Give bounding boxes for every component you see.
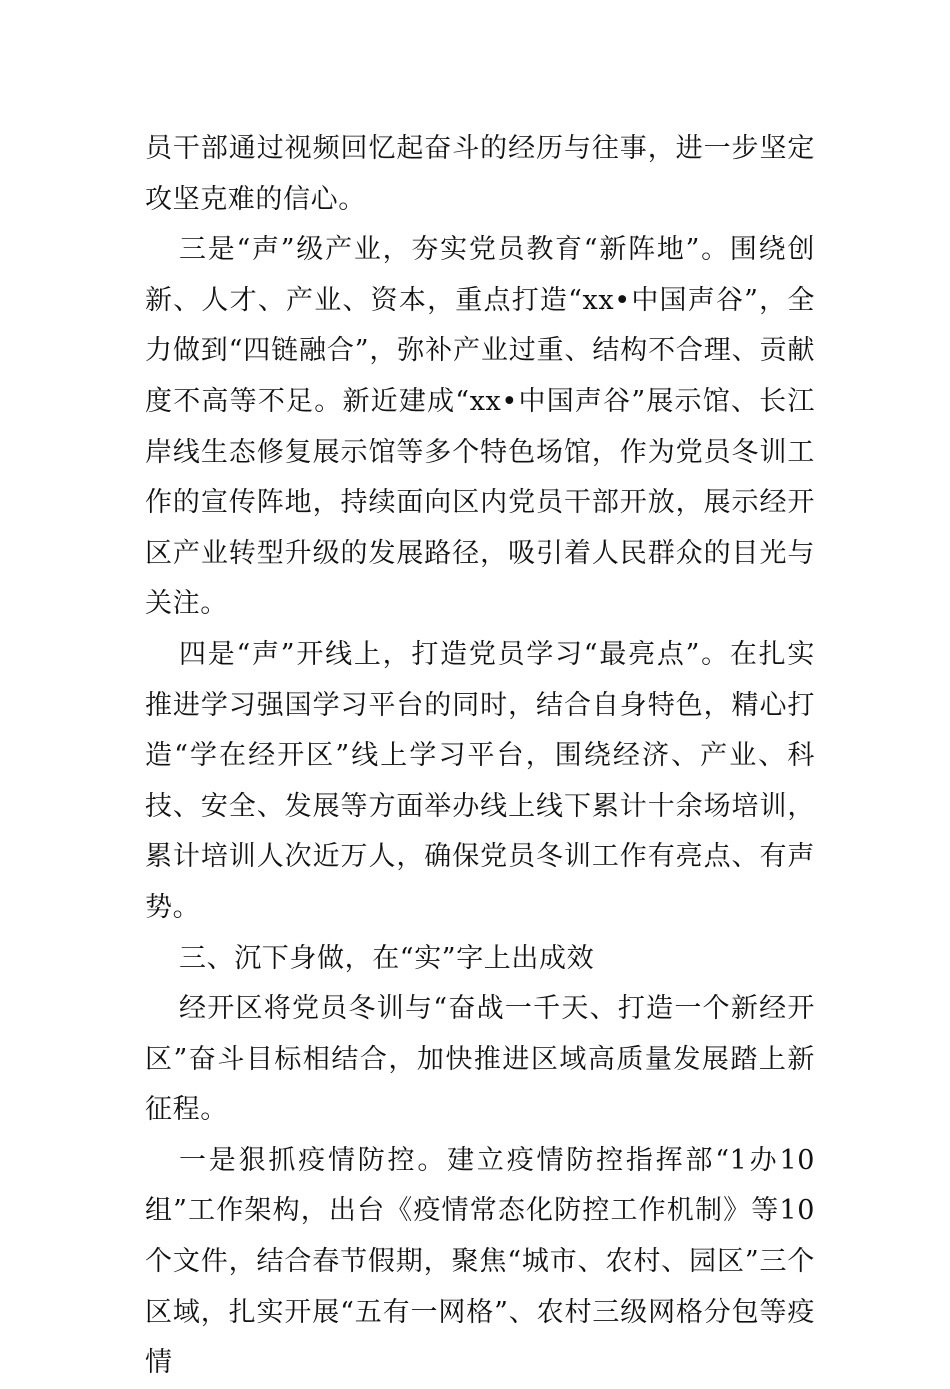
paragraph-epidemic-control: 一是狠抓疫情防控。建立疫情防控指挥部“1办10组”工作架构，出台《疫情常态化防控工作机制》等10个文件，结合春节假期，聚焦“城市、农村、园区”三个区域，扎实开展“五有一网格”、农村三级网格分包等疫情 [145, 1144, 815, 1379]
paragraph-continuation: 员干部通过视频回忆起奋斗的经历与往事，进一步坚定攻坚克难的信心。 [145, 133, 815, 215]
paragraph-industry-base: 三是“声”级产业，夯实党员教育“新阵地”。围绕创新、人才、产业、资本，重点打造“xx•中国声谷”，全力做到“四链融合”，弥补产业过重、结构不合理、贡献度不高等不足。新近建成“xx•中国声谷”展示馆、长江岸线生态修复展示馆等多个特色场馆，作为党员冬训工作的宣传阵地，持续面向区内党员干部开放，展示经开区产业转型升级的发展路径，吸引着人民群众的目光与关注。 [145, 234, 815, 620]
paragraph-online-learning: 四是“声”开线上，打造党员学习“最亮点”。在扎实推进学习强国学习平台的同时，结合自身特色，精心打造“学在经开区”线上学习平台，围绕经济、产业、科技、安全、发展等方面举办线上线下累计十余场培训，累计培训人次近万人，确保党员冬训工作有亮点、有声势。 [145, 638, 815, 923]
document-body [145, 124, 815, 1389]
section-heading-3: 三、沉下身做，在“实”字上出成效 [179, 942, 595, 974]
paragraph-section-intro: 经开区将党员冬训与“奋战一千天、打造一个新经开区”奋斗目标相结合，加快推进区域高质量发展踏上新征程。 [145, 993, 815, 1126]
